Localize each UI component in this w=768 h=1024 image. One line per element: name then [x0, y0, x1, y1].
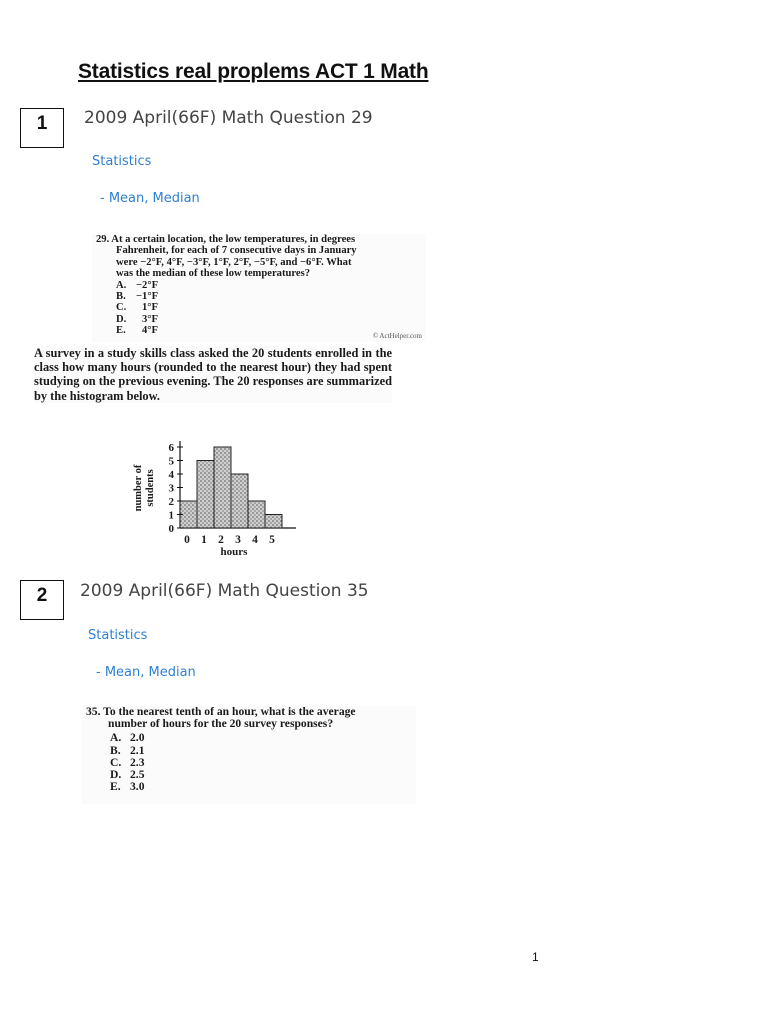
- answer-choice: D. 2.5: [110, 768, 145, 782]
- y-axis-label: number of: [133, 464, 144, 512]
- x-tick-label: 0: [184, 534, 190, 546]
- y-tick-label: 6: [168, 442, 174, 454]
- page-number: 1: [532, 950, 539, 964]
- problem-line: was the median of these low temperatures?: [116, 268, 310, 280]
- subtopic-label: - Mean, Median: [96, 665, 196, 680]
- x-axis-label: hours: [220, 546, 248, 558]
- x-tick-label: 3: [235, 534, 241, 546]
- problem-line: Fahrenheit, for each of 7 consecutive days in January: [116, 245, 357, 257]
- y-tick-label: 2: [168, 496, 174, 508]
- survey-passage: A survey in a study skills class asked the 20 students enrolled in the class how many hours (rounded to the nearest hour) they had spent studying on the previous evening. The 20 responses are summarized by the histogram below.: [34, 346, 392, 403]
- histogram-bar: [197, 461, 214, 529]
- question-heading: 2009 April(66F) Math Question 29: [84, 108, 373, 128]
- answer-choice: D. 3°F: [116, 313, 159, 325]
- problem-line: 35. To the nearest tenth of an hour, what is the average: [86, 705, 356, 718]
- document-title: Statistics real proplems ACT 1 Math: [78, 60, 429, 83]
- y-tick-label: 0: [168, 523, 174, 535]
- answer-choice: E. 3.0: [110, 780, 145, 794]
- answer-choice: A. 2.0: [110, 731, 145, 745]
- question-heading: 2009 April(66F) Math Question 35: [80, 581, 369, 601]
- problem-line: 29. At a certain location, the low temperatures, in degrees: [96, 234, 356, 245]
- problem-line: were −2°F, 4°F, −3°F, 1°F, 2°F, −5°F, and −6°F. What: [116, 256, 352, 268]
- y-tick-label: 1: [168, 509, 174, 522]
- question-number-box: 2: [20, 580, 64, 620]
- topic-label: Statistics: [88, 628, 148, 643]
- histogram-bar: [231, 474, 248, 528]
- y-tick-label: 3: [168, 482, 174, 495]
- histogram-bar: [265, 515, 282, 529]
- x-tick-label: 5: [269, 534, 275, 546]
- problem-line: number of hours for the 20 survey responses?: [108, 717, 334, 731]
- x-tick-label: 1: [201, 534, 207, 546]
- answer-choice: E. 4°F: [116, 325, 159, 337]
- topic-label: Statistics: [92, 154, 152, 169]
- watermark: © ActHelper.com: [372, 331, 422, 340]
- subtopic-label: - Mean, Median: [100, 191, 200, 206]
- answer-choice: C. 2.3: [110, 755, 145, 769]
- x-tick-label: 2: [218, 534, 224, 546]
- answer-choice: B. −1°F: [116, 291, 159, 303]
- y-axis-label: students: [145, 469, 156, 507]
- y-tick-label: 4: [168, 469, 174, 481]
- answer-choice: C. 1°F: [116, 302, 159, 314]
- histogram-chart: [120, 432, 320, 562]
- x-tick-label: 4: [252, 534, 258, 546]
- answer-choice: A. −2°F: [116, 279, 159, 291]
- histogram-bar: [248, 501, 265, 528]
- y-tick-label: 5: [168, 455, 174, 468]
- problem-35-scan: [82, 706, 416, 804]
- question-number-box: 1: [20, 108, 64, 148]
- problem-29-scan: [92, 234, 426, 342]
- histogram-bar: [214, 447, 231, 528]
- answer-choice: B. 2.1: [110, 743, 145, 757]
